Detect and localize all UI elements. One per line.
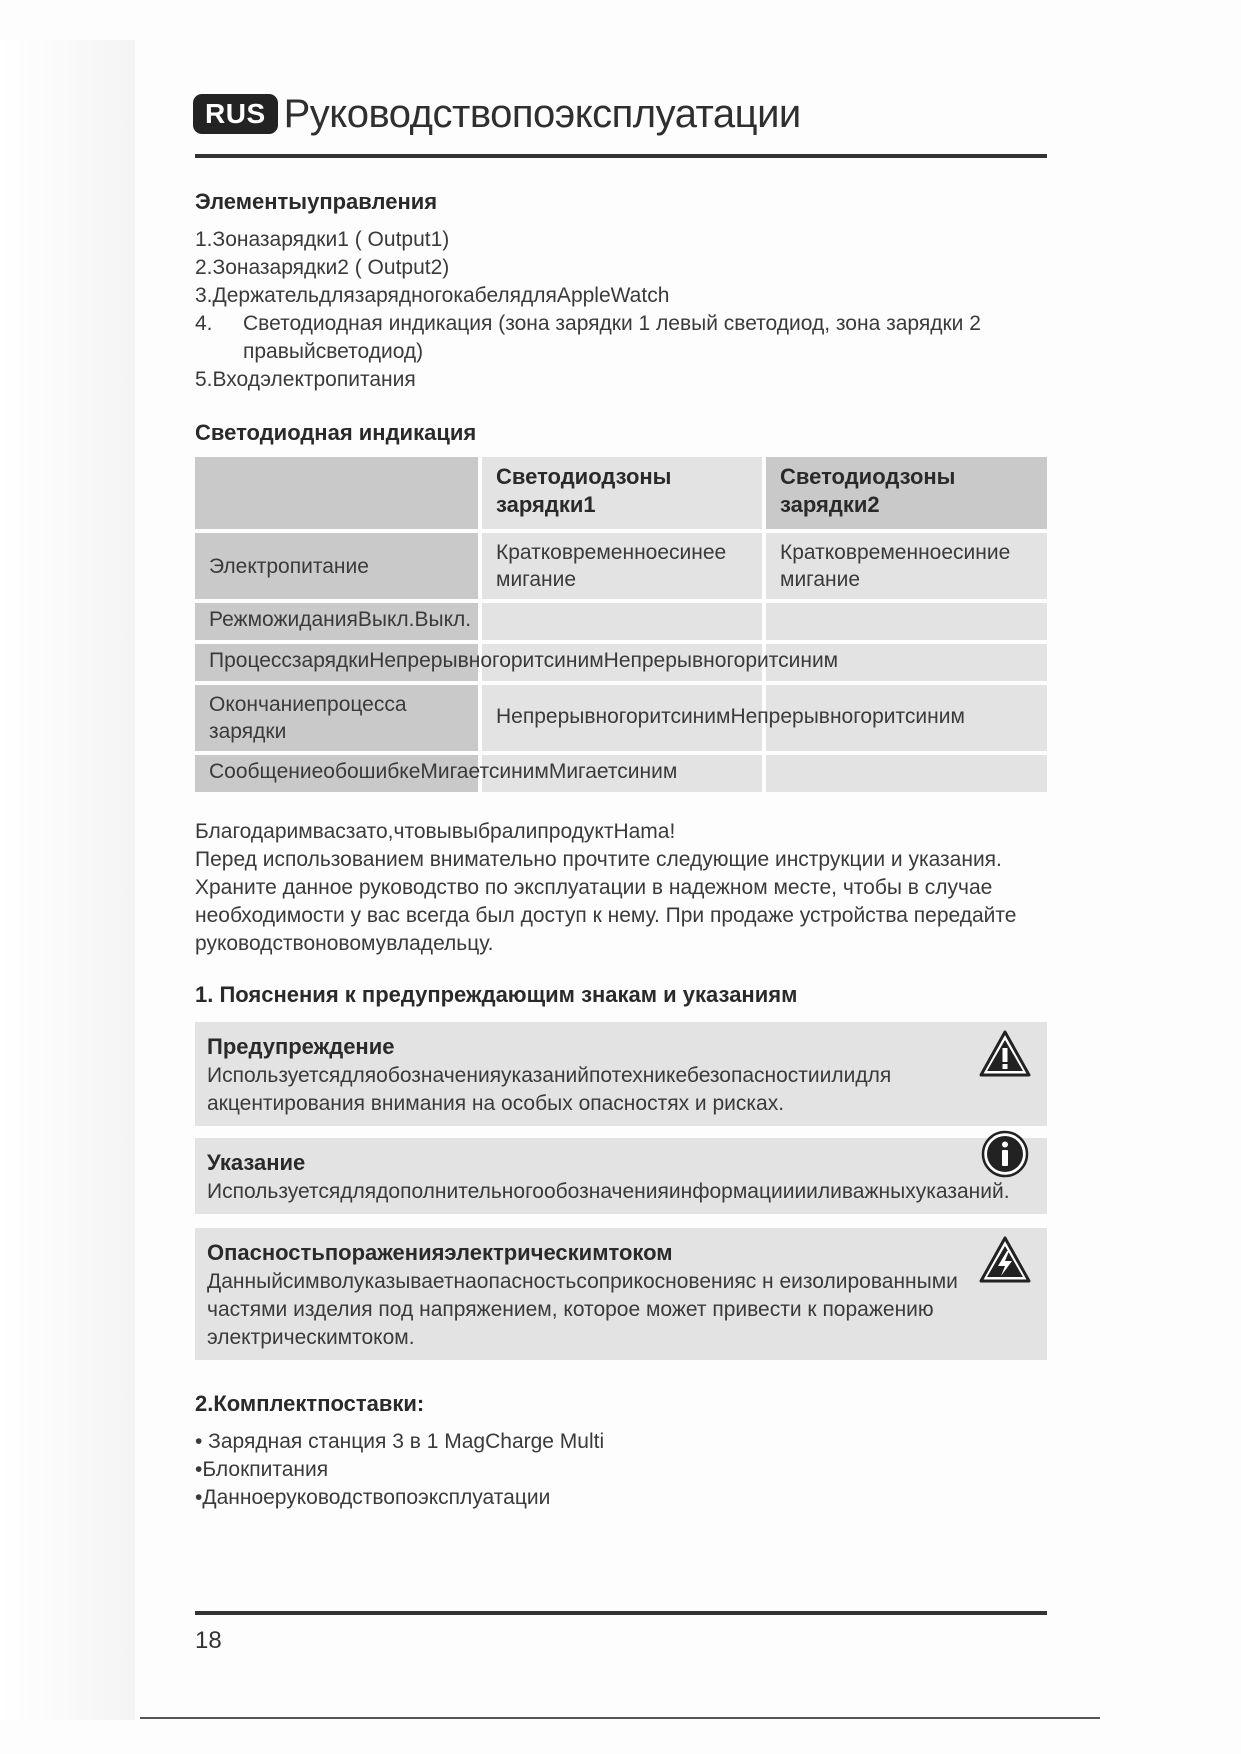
table-row (195, 644, 1047, 681)
list-item-continuation: правыйсветодиод) (243, 340, 424, 363)
warning-text: акцентирования внимания на особых опасностях и рисках. (207, 1092, 785, 1115)
table-header-empty (195, 457, 478, 529)
list-item-text: Светодиодная индикация (зона зарядки 1 левый светодиод, зона зарядки 2 (243, 312, 981, 335)
shock-text: Данныйсимволуказываетнаопасностьсоприкосновенияс н еизолированными (207, 1270, 958, 1293)
table-row-text: РежможиданияВыкл.Выкл. (209, 608, 472, 631)
controls-heading: Элементыуправления (195, 189, 438, 214)
led-table (195, 457, 1047, 796)
page-header (193, 90, 801, 138)
shock-text: электрическимтоком. (207, 1326, 415, 1349)
header-rule (195, 154, 1047, 158)
table-row (195, 755, 1047, 792)
electric-shock-icon (979, 1236, 1031, 1284)
list-item: 2.Зоназарядки2 ( Output2) (195, 256, 450, 279)
note-title: Указание (207, 1150, 306, 1175)
warning-triangle-icon (979, 1030, 1031, 1078)
intro-line: Перед использованием внимательно прочтите следующие инструкции и указания. (195, 848, 1002, 871)
language-badge: RUS (193, 94, 278, 134)
document-title: Руководствопоэксплуатации (283, 91, 801, 136)
table-cell: Кратковременноесинее мигание (482, 533, 762, 599)
led-heading: Светодиодная индикация (195, 420, 477, 445)
footer-rule (195, 1611, 1047, 1615)
table-row-label: Окончаниепроцесса зарядки (195, 685, 478, 751)
warning-text: Используетсядляобозначенияуказанийпотехникебезопасностиилидля (207, 1064, 892, 1087)
table-row-label: Электропитание (195, 533, 478, 599)
intro-line: необходимости у вас всегда был доступ к нему. При продаже устройства передайте (195, 904, 1017, 927)
intro-line: Благодаримвасзато,чтовывыбралипродуктHama! (195, 820, 676, 843)
package-heading: 2.Комплектпоставки: (195, 1391, 425, 1416)
list-item: •Данноеруководствопоэксплуатации (195, 1486, 551, 1509)
list-item: • Зарядная станция 3 в 1 MagCharge Multi (195, 1430, 605, 1453)
scan-edge-line (140, 1717, 1100, 1719)
intro-line: Храните данное руководство по эксплуатации в надежном месте, чтобы в случае (195, 876, 993, 899)
intro-line: руководствоновомувладельцу. (195, 932, 494, 955)
list-item: 3.ДержательдлязарядногокабелядляAppleWatch (195, 284, 670, 307)
shock-text: частями изделия под напряжением, которое может привести к поражению (207, 1298, 934, 1321)
table-cell (482, 603, 762, 640)
table-row-text: НепрерывногоритсинимНепрерывногоритсиним (496, 705, 965, 728)
table-row (195, 533, 1047, 599)
table-header-cell: Светодиодзоны зарядки1 (482, 457, 762, 529)
list-item (195, 310, 981, 338)
list-item: •Блокпитания (195, 1458, 329, 1481)
table-cell (766, 603, 1047, 640)
info-circle-icon (981, 1130, 1029, 1178)
shock-box (195, 1228, 1047, 1360)
warning-box (195, 1022, 1047, 1126)
table-row (195, 603, 1047, 640)
table-row (195, 685, 1047, 751)
warning-title: Предупреждение (207, 1034, 395, 1059)
list-item-number: 4. (195, 312, 213, 335)
warnings-heading: 1. Пояснения к предупреждающим знакам и указаниям (195, 982, 798, 1007)
table-cell (766, 755, 1047, 792)
package-list (195, 1428, 604, 1512)
scan-shade (0, 40, 135, 1720)
table-cell: Кратковременноесиние мигание (766, 533, 1047, 599)
note-box (195, 1138, 1047, 1214)
controls-list (195, 226, 981, 394)
list-item: 1.Зоназарядки1 ( Output1) (195, 228, 450, 251)
intro-paragraph (195, 818, 1055, 958)
table-header-cell: Светодиодзоны зарядки2 (766, 457, 1047, 529)
table-row-text: СообщениеобошибкеМигаетсинимМигаетсиним (209, 760, 678, 783)
note-text: Используетсядлядополнительногообозначенияинформацииииливажныхуказаний. (207, 1180, 1010, 1203)
table-header-row (195, 457, 1047, 529)
list-item: 5.Входэлектропитания (195, 368, 416, 391)
shock-title: Опасностьпораженияэлектрическимтоком (207, 1240, 673, 1265)
page-number: 18 (195, 1627, 222, 1654)
table-row-text: ПроцессзарядкиНепрерывногоритсинимНепрерывногоритсиним (209, 649, 839, 672)
